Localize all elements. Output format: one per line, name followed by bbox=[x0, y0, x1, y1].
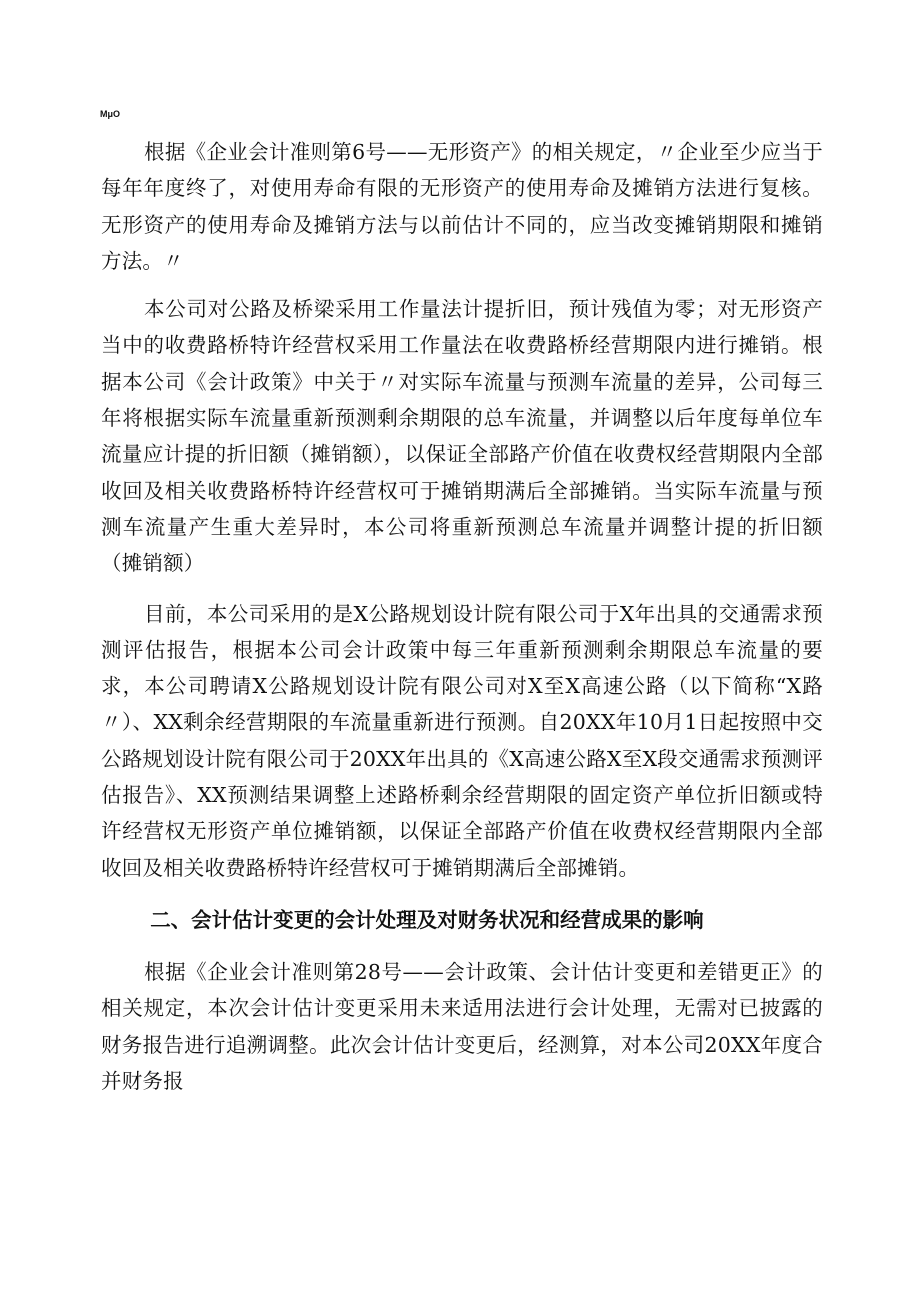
corner-mark: MμO bbox=[100, 109, 121, 119]
paragraph-depreciation-method: 本公司对公路及桥梁采用工作量法计提折旧，预计残值为零；对无形资产当中的收费路桥特许经营权采用工作量法在收费路桥经营期限内进行摊销。根据本公司《会计政策》中关于〃对实际车流量与预测车流量的差异，公司每三年将根据实际车流量重新预测剩余期限的总车流量，并调整以后年度每单位车流量应计提的折旧额（摊销额），以保证全部路产价值在收费权经营期限内全部收回及相关收费路桥特许经营权可于摊销期满后全部摊销。当实际车流量与预测车流量产生重大差异时，本公司将重新预测总车流量并调整计提的折旧额（摊销额） bbox=[101, 297, 823, 576]
paragraph-accounting-treatment: 根据《企业会计准则第28号——会计政策、会计估计变更和差错更正》的相关规定，本次会计估计变更采用未来适用法进行会计处理，无需对已披露的财务报告进行追溯调整。此次会计估计变更后，经测算，对本公司20XX年度合并财务报 bbox=[101, 959, 823, 1093]
document-body bbox=[101, 134, 823, 1099]
paragraph-intangible-assets-rule: 根据《企业会计准则第6号——无形资产》的相关规定，〃企业至少应当于每年年度终了，对使用寿命有限的无形资产的使用寿命及摊销方法进行复核。无形资产的使用寿命及摊销方法与以前估计不同的，应当改变摊销期限和摊销方法。〃 bbox=[101, 140, 823, 273]
section-heading: 二、会计估计变更的会计处理及对财务状况和经营成果的影响 bbox=[150, 907, 704, 932]
paragraph-traffic-forecast: 目前，本公司采用的是X公路规划设计院有限公司于X年出具的交通需求预测评估报告，根据本公司会计政策中每三年重新预测剩余期限总车流量的要求，本公司聘请X公路规划设计院有限公司对X至X高速公路（以下简称“X路〃）、XX剩余经营期限的车流量重新进行预测。自20XX年10月1日起按照中交公路规划设计院有限公司于20XX年出具的《X高速公路X至X段交通需求预测评估报告》、XX预测结果调整上述路桥剩余经营期限的固定资产单位折旧额或特许经营权无形资产单位摊销额，以保证全部路产价值在收费权经营期限内全部收回及相关收费路桥特许经营权可于摊销期满后全部摊销。 bbox=[101, 601, 823, 880]
